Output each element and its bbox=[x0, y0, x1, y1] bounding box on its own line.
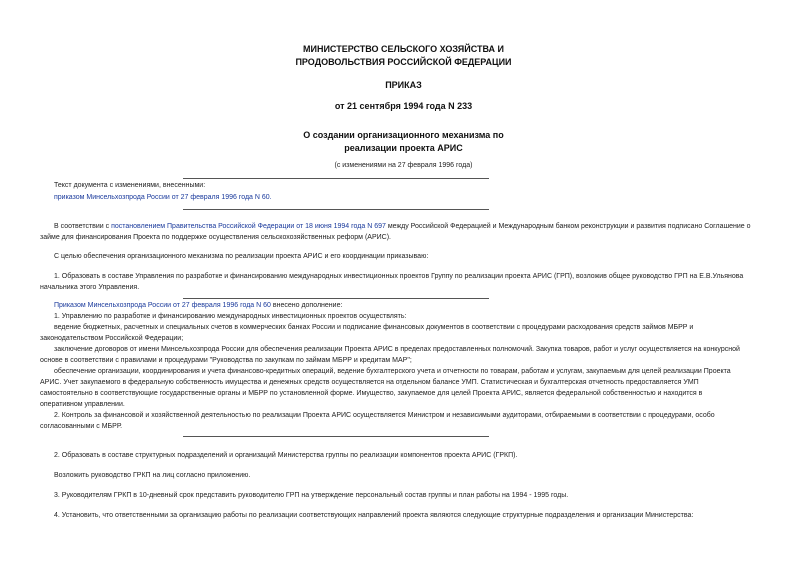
document-type: ПРИКАЗ bbox=[385, 80, 422, 90]
item4-text: 4. Установить, что ответственными за организацию работы по реализации соответствующих направлений проекта являются следующие структурные подразделения и организации Министерства: bbox=[54, 512, 694, 519]
preamble-line2: займе для финансирования Проекта по поддержке осуществления сельскохозяйственных реформ (АРИС). bbox=[40, 234, 391, 241]
amendment-p4-line2: АРИС. Учет закупаемого в федеральную собственность имущества и денежных средств осуществляется на отдельном балансе УМП. Статистическая и бухгалтерская отчетность предоставляется УМП bbox=[40, 379, 699, 386]
purpose-text: С целью обеспечения организационного механизма по реализации проекта АРИС и его координации приказываю: bbox=[54, 253, 429, 260]
amendment-intro-rest: внесено дополнение: bbox=[270, 302, 343, 309]
revision-note: (с изменениями на 27 февраля 1996 года) bbox=[334, 162, 473, 169]
item1-line2: начальника этого Управления. bbox=[40, 284, 140, 291]
amendment-p1: 1. Управлению по разработке и финансированию международных инвестиционных проектов осуществлять: bbox=[54, 313, 407, 320]
item3-text: 3. Руководителям ГРКП в 10-дневный срок представить руководителю ГРП на утверждение персональный состав группы и план работы на 1994 - 1995 годы. bbox=[54, 492, 569, 499]
item2b-text: Возложить руководство ГРКП на лиц согласно приложению. bbox=[54, 472, 251, 479]
amendment-p4-line4: оперативном управлении. bbox=[40, 401, 125, 408]
amendment-p3-line1: заключение договоров от имени Минсельхозпрода России для обеспечения реализации Проекта АРИС в пределах предоставленных полномочий. Закупка товаров, работ и услуг осуществляется на конкурсной bbox=[54, 346, 740, 353]
divider bbox=[183, 209, 489, 210]
preamble-prefix: В соответствии с bbox=[54, 223, 112, 230]
document-title-line2: реализации проекта АРИС bbox=[344, 143, 463, 153]
amendment-p2-line1: ведение бюджетных, расчетных и специальных счетов в коммерческих банках России и подписание финансовых документов в соответствии с процедурами расходования средств займов МБРР и bbox=[54, 324, 694, 331]
resolution-link[interactable]: постановлением Правительства Российской Федерации от 18 июня 1994 года N 697 bbox=[111, 223, 386, 230]
divider bbox=[183, 436, 489, 437]
amendment-p4-line1: обеспечение организации, координирования и учета финансово-кредитных операций, ведение бухгалтерского учета и отчетности по товарам, работам и услугам, закупаемым для целей реализации Проекта bbox=[54, 368, 731, 375]
amendment-p2-line2: законодательством Российской Федерации; bbox=[40, 335, 184, 342]
divider bbox=[183, 178, 489, 179]
ministry-name-line1: МИНИСТЕРСТВО СЕЛЬСКОГО ХОЗЯЙСТВА И bbox=[303, 44, 504, 54]
amendment-intro bbox=[54, 301, 342, 311]
divider bbox=[183, 298, 489, 299]
preamble-line1-rest: между Российской Федерацией и Международным банком реконструкции и развития подписано Соглашение о bbox=[385, 223, 751, 230]
amendment-p3-line2: основе в соответствии с правилами и процедурами "Руководства по закупкам по займам МБРР и кредитам МАР"; bbox=[40, 357, 412, 364]
amendment-p5-line1: 2. Контроль за финансовой и хозяйственной деятельностью по реализации Проекта АРИС осуществляется Министром и независимыми аудиторами, отбираемыми в соответствии с процедурами, особо bbox=[54, 412, 715, 419]
document-date: от 21 сентября 1994 года N 233 bbox=[334, 101, 473, 111]
item1-line1: 1. Образовать в составе Управления по разработке и финансированию международных инвестиционных проектов Группу по реализации проекта АРИС (ГРП), возложив общее руководство ГРП на Е.В.Ульянова bbox=[54, 273, 744, 280]
amendment-p4-line3: самостоятельно в соответствующие государственные органы и МБРР по установленной форме. Имущество, закупаемое для целей Проекта АРИС, является федеральной собственностью и находится в bbox=[40, 390, 703, 397]
amendment-link[interactable]: Приказом Минсельхозпрода России от 27 февраля 1996 года N 60 bbox=[54, 302, 271, 309]
amendment-p5-line2: согласованными с МБРР. bbox=[40, 423, 123, 430]
document-title-line1: О создании организационного механизма по bbox=[303, 130, 504, 140]
preamble-line1 bbox=[54, 222, 751, 232]
changes-intro: Текст документа с изменениями, внесенными: bbox=[54, 182, 206, 189]
changes-link[interactable]: приказом Минсельхозпрода России от 27 февраля 1996 года N 60. bbox=[54, 194, 272, 201]
item2-text: 2. Образовать в составе структурных подразделений и организаций Министерства группы по реализации компонентов проекта АРИС (ГРКП). bbox=[54, 452, 518, 459]
ministry-name-line2: ПРОДОВОЛЬСТВИЯ РОССИЙСКОЙ ФЕДЕРАЦИИ bbox=[295, 57, 512, 67]
